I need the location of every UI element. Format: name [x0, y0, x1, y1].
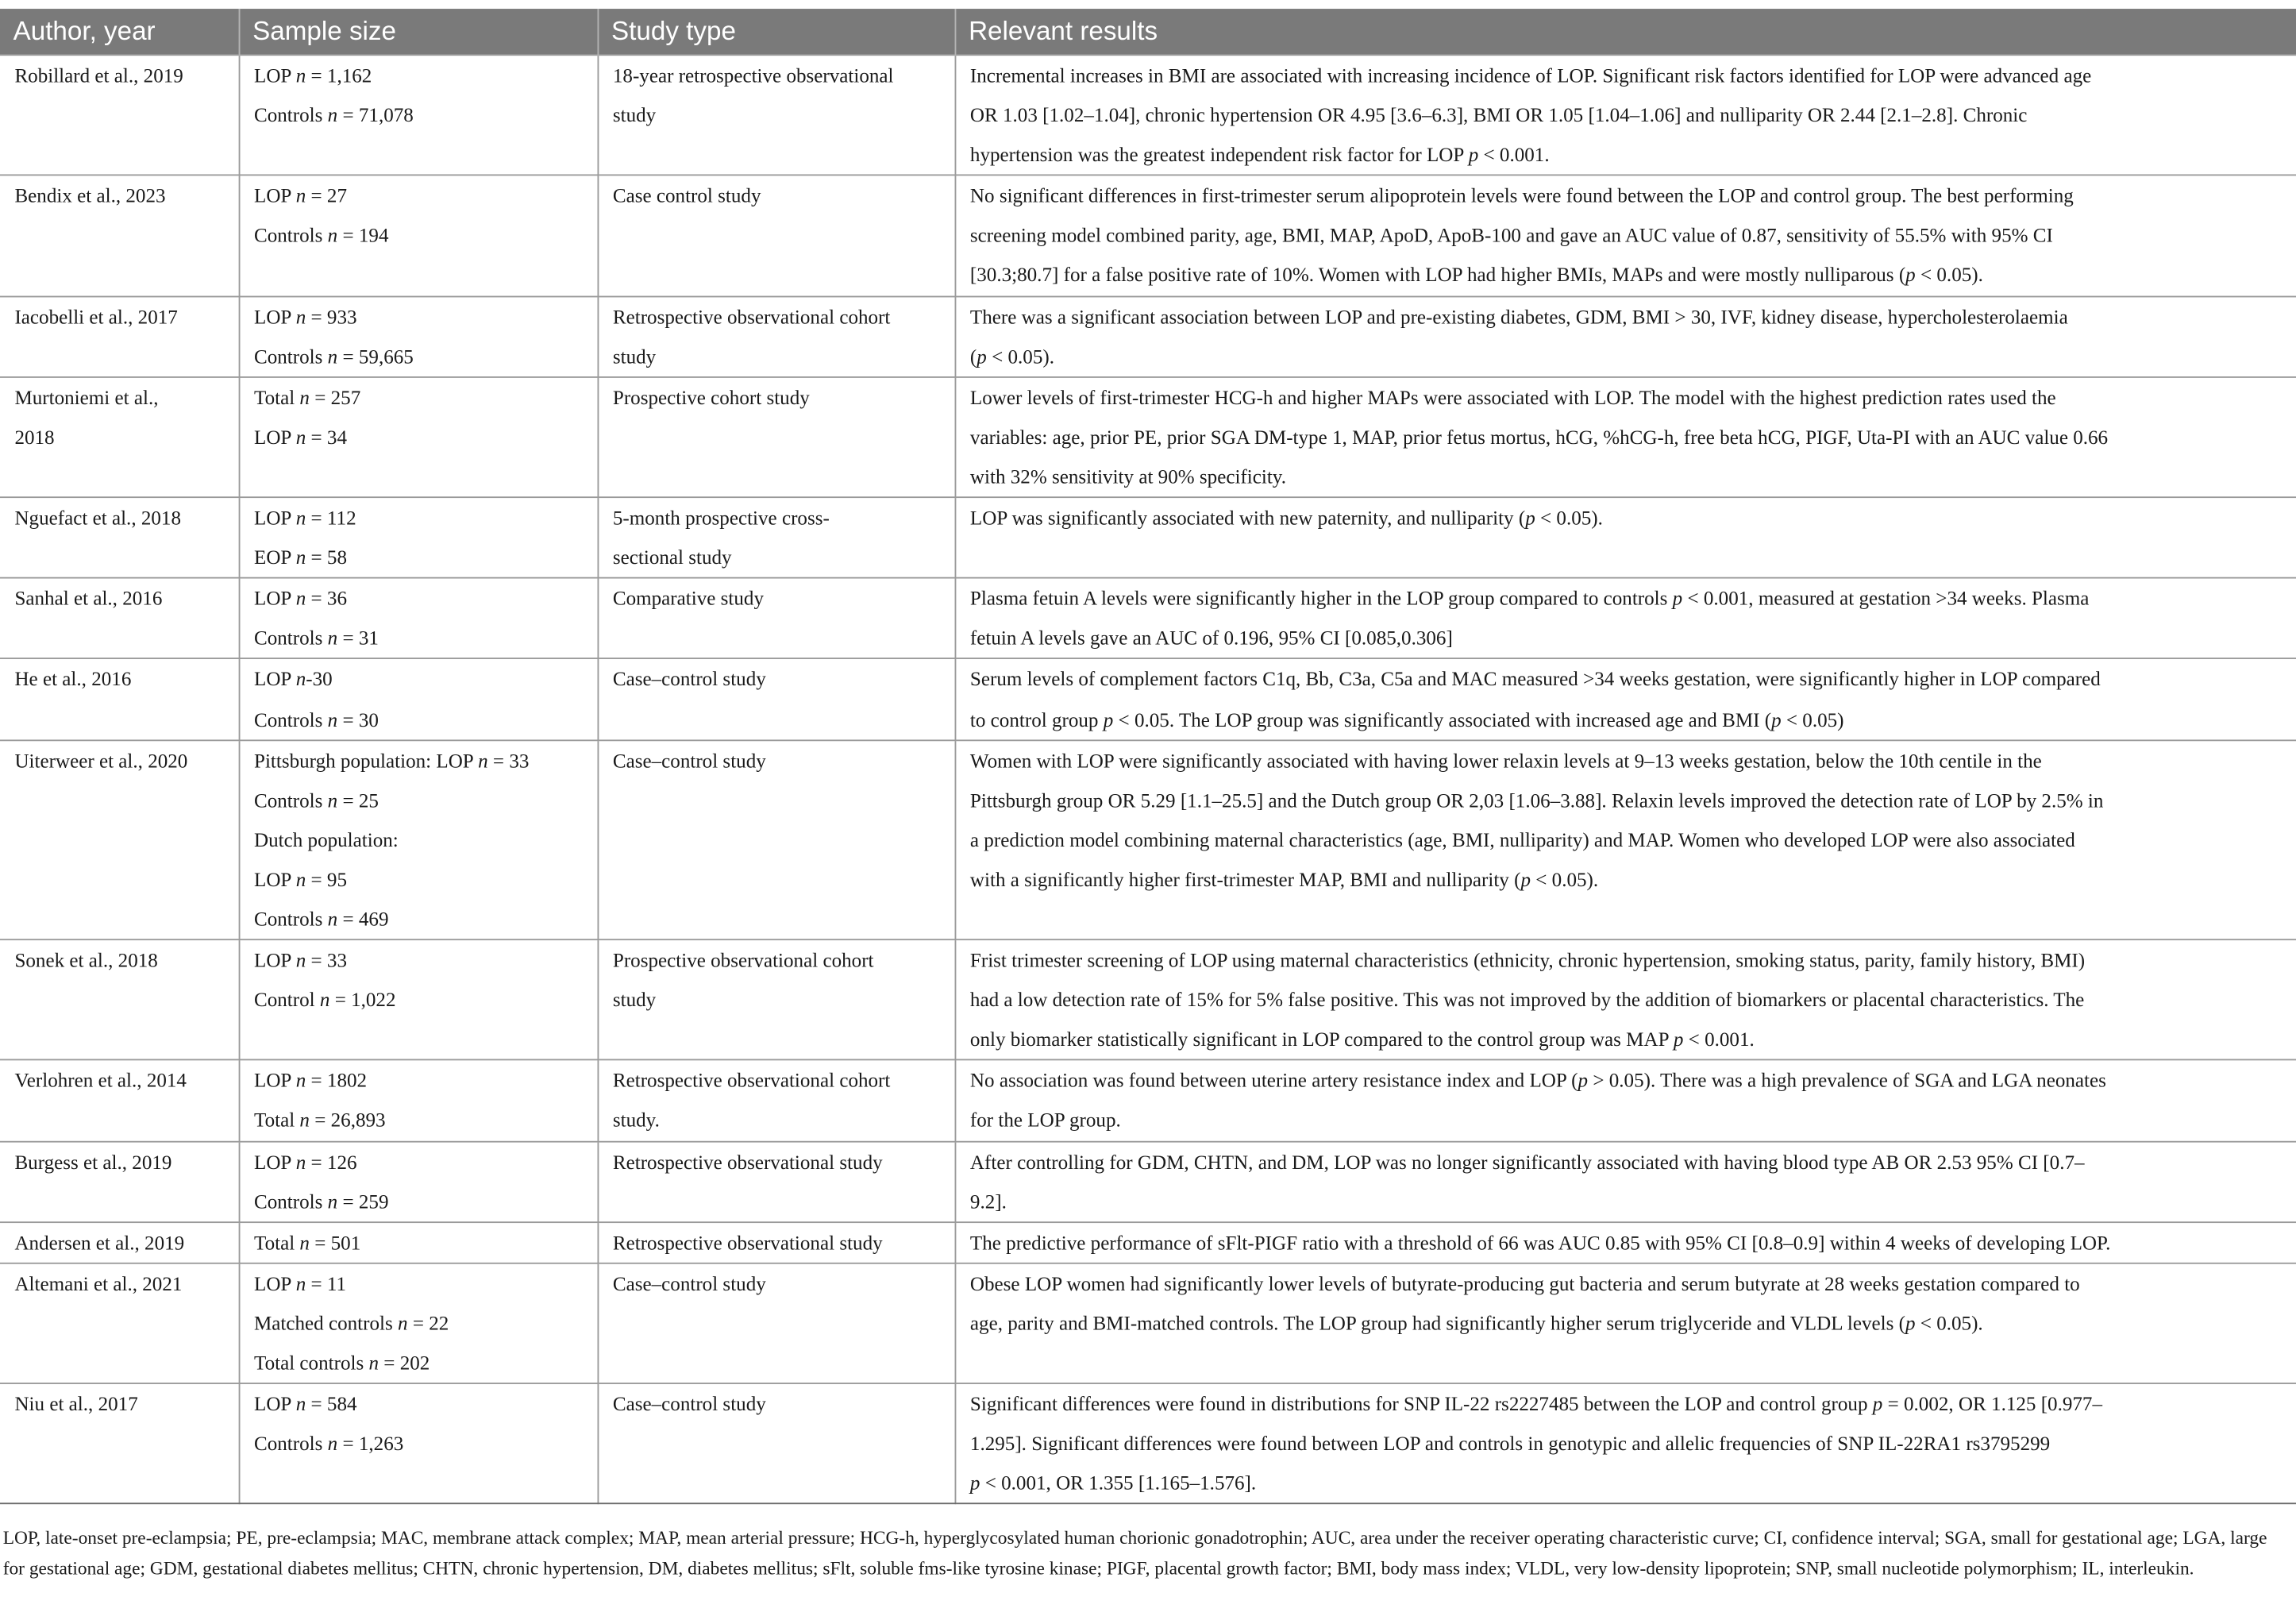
table-row: [0, 1222, 2296, 1263]
cell-line: Women with LOP were significantly associated with having lower relaxin levels at 9–13 weeks gestation, below the 10th centile in the: [969, 749, 2042, 772]
author-cell: [0, 1263, 239, 1383]
author-cell: [0, 296, 239, 377]
table-row: [0, 1141, 2296, 1222]
cell-line: Matched controls n = 22: [254, 1312, 449, 1335]
table-row: [0, 1060, 2296, 1141]
cell-line: [30.3;80.7] for a false positive rate of 10%. Women with LOP had higher BMIs, MAPs and were mostly nulliparous (p < 0.05).: [969, 264, 1983, 287]
sample-size-cell: [239, 740, 598, 940]
study-type-cell: [598, 740, 955, 940]
cell-line: Altemani et al., 2021: [14, 1272, 183, 1295]
author-cell: [0, 659, 239, 740]
table-row: [0, 55, 2296, 176]
study-type-cell: [598, 376, 955, 497]
cell-line: LOP n = 584: [254, 1393, 357, 1415]
cell-line: only biomarker statistically significant in LOP compared to the control group was MAP p < 0.001.: [969, 1028, 1755, 1051]
cell-line: Case control study: [612, 184, 761, 207]
cell-line: Verlohren et al., 2014: [14, 1070, 187, 1092]
cell-line: Retrospective observational cohort: [612, 305, 891, 328]
cell-line: Plasma fetuin A levels were significantly higher in the LOP group compared to controls p < 0.001, measured at gestation >34 weeks. Plasma: [969, 588, 2090, 610]
cell-line: age, parity and BMI-matched controls. The LOP group had significantly higher serum triglyceride and VLDL levels (p < 0.05).: [969, 1312, 1983, 1335]
cell-line: a prediction model combining maternal characteristics (age, BMI, nulliparity) and MAP. Women who developed LOP were also associated: [969, 828, 2075, 851]
cell-line: hypertension was the greatest independent risk factor for LOP p < 0.001.: [969, 144, 1550, 166]
cell-line: Case–control study: [612, 1393, 766, 1415]
cell-line: LOP n = 33: [254, 949, 348, 971]
cell-line: with 32% sensitivity at 90% specificity.: [969, 465, 1286, 488]
cell-line: Controls n = 31: [254, 627, 379, 650]
cell-line: variables: age, prior PE, prior SGA DM-type 1, MAP, prior fetus mortus, hCG, %hCG-h, free beta hCG, PIGF, Uta-PI with an AUC value 0.66: [969, 426, 2109, 449]
cell-line: LOP n = 34: [254, 426, 348, 449]
cell-line: Niu et al., 2017: [14, 1393, 138, 1415]
sample-size-cell: [239, 376, 598, 497]
cell-line: LOP n = 1802: [254, 1070, 368, 1092]
cell-line: Burgess et al., 2019: [14, 1150, 172, 1173]
results-cell: [955, 578, 2296, 659]
table-row: [0, 497, 2296, 578]
cell-line: There was a significant association between LOP and pre-existing diabetes, GDM, BMI > 30, IVF, kidney disease, hypercholesterolaemia: [969, 305, 2068, 328]
cell-line: After controlling for GDM, CHTN, and DM, LOP was no longer significantly associated with having blood type AB OR 2.53 95% CI [0.7–: [969, 1150, 2085, 1173]
table-row: [0, 176, 2296, 296]
cell-line: The predictive performance of sFlt-PIGF ratio with a threshold of 66 was AUC 0.85 with 95% CI [0.8–0.9] within 4 weeks of developing LOP.: [969, 1231, 2111, 1254]
study-type-cell: [598, 939, 955, 1060]
cell-line: Sonek et al., 2018: [14, 949, 158, 971]
study-type-cell: [598, 1263, 955, 1383]
cell-line: Total n = 501: [254, 1231, 361, 1254]
results-cell: [955, 1141, 2296, 1222]
author-cell: [0, 1222, 239, 1263]
header-study-type: Study type: [598, 9, 955, 55]
cell-line: 2018: [14, 426, 55, 449]
cell-line: Case–control study: [612, 749, 766, 772]
cell-line: LOP n = 11: [254, 1272, 347, 1295]
cell-line: for the LOP group.: [969, 1109, 1121, 1132]
cell-line: Controls n = 71,078: [254, 104, 414, 126]
sample-size-cell: [239, 1383, 598, 1504]
sample-size-cell: [239, 1263, 598, 1383]
study-type-cell: [598, 1222, 955, 1263]
cell-line: study.: [612, 1109, 660, 1132]
sample-size-cell: [239, 659, 598, 740]
cell-line: Total n = 26,893: [254, 1109, 386, 1132]
author-cell: [0, 939, 239, 1060]
cell-line: to control group p < 0.05. The LOP group was significantly associated with increased age and BMI (p < 0.05): [969, 708, 1844, 731]
cell-line: Nguefact et al., 2018: [14, 507, 182, 529]
cell-line: Control n = 1,022: [254, 989, 396, 1011]
cell-line: Controls n = 194: [254, 224, 389, 247]
cell-line: study: [612, 345, 657, 368]
results-cell: [955, 296, 2296, 377]
cell-line: Case–control study: [612, 668, 766, 691]
cell-line: No significant differences in first-trimester serum alipoprotein levels were found between the LOP and control group. The best performing: [969, 184, 2074, 207]
cell-line: Iacobelli et al., 2017: [14, 305, 178, 328]
header-relevant-results: Relevant results: [955, 9, 2296, 55]
author-cell: [0, 578, 239, 659]
cell-line: OR 1.03 [1.02–1.04], chronic hypertension OR 4.95 [3.6–6.3], BMI OR 1.05 [1.04–1.06] and nulliparity OR 2.44 [2.1–2.8]. Chronic: [969, 104, 2028, 126]
cell-line: Prospective observational cohort: [612, 949, 874, 971]
table-row: [0, 296, 2296, 377]
results-cell: [955, 1383, 2296, 1504]
author-cell: [0, 497, 239, 578]
cell-line: Incremental increases in BMI are associated with increasing incidence of LOP. Significant risk factors identified for LOP were advanced age: [969, 64, 2092, 87]
cell-line: Murtoniemi et al.,: [14, 386, 159, 409]
study-type-cell: [598, 497, 955, 578]
cell-line: Case–control study: [612, 1272, 766, 1295]
cell-line: Uiterweer et al., 2020: [14, 749, 188, 772]
cell-line: with a significantly higher first-trimester MAP, BMI and nulliparity (p < 0.05).: [969, 868, 1599, 891]
cell-line: LOP n = 95: [254, 868, 348, 891]
cell-line: Comparative study: [612, 588, 764, 610]
cell-line: Prospective cohort study: [612, 386, 810, 409]
study-type-cell: [598, 1060, 955, 1141]
sample-size-cell: [239, 1222, 598, 1263]
cell-line: Controls n = 30: [254, 708, 379, 731]
cell-line: No association was found between uterine artery resistance index and LOP (p > 0.05). There was a high prevalence of SGA and LGA neonates: [969, 1070, 2106, 1092]
cell-line: Retrospective observational cohort: [612, 1070, 891, 1092]
cell-line: LOP n = 126: [254, 1150, 357, 1173]
results-cell: [955, 659, 2296, 740]
cell-line: LOP n = 1,162: [254, 64, 372, 87]
author-cell: [0, 1383, 239, 1504]
cell-line: sectional study: [612, 546, 732, 569]
cell-line: Sanhal et al., 2016: [14, 588, 163, 610]
cell-line: study: [612, 104, 657, 126]
cell-line: LOP n = 36: [254, 588, 348, 610]
study-type-cell: [598, 659, 955, 740]
cell-line: Total n = 257: [254, 386, 361, 409]
cell-line: LOP n = 933: [254, 305, 357, 328]
cell-line: LOP n = 27: [254, 184, 348, 207]
results-cell: [955, 1263, 2296, 1383]
table-row: [0, 1263, 2296, 1383]
table-header: [0, 9, 2296, 55]
cell-line: Retrospective observational study: [612, 1150, 883, 1173]
cell-line: Controls n = 259: [254, 1190, 389, 1213]
cell-line: 9.2].: [969, 1190, 1007, 1213]
sample-size-cell: [239, 1060, 598, 1141]
header-sample-size: Sample size: [239, 9, 598, 55]
table-row: [0, 740, 2296, 940]
results-cell: [955, 939, 2296, 1060]
cell-line: Andersen et al., 2019: [14, 1231, 185, 1254]
cell-line: p < 0.001, OR 1.355 [1.165–1.576].: [969, 1472, 1257, 1495]
sample-size-cell: [239, 296, 598, 377]
results-cell: [955, 55, 2296, 176]
cell-line: He et al., 2016: [14, 668, 132, 691]
author-cell: [0, 1060, 239, 1141]
cell-line: had a low detection rate of 15% for 5% false positive. This was not improved by the addition of biomarkers or placental characteristics. The: [969, 989, 2085, 1011]
cell-line: Controls n = 469: [254, 908, 389, 931]
cell-line: 18-year retrospective observational: [612, 64, 894, 87]
results-cell: [955, 740, 2296, 940]
results-cell: [955, 1222, 2296, 1263]
cell-line: Dutch population:: [254, 828, 399, 851]
table-row: [0, 376, 2296, 497]
results-cell: [955, 1060, 2296, 1141]
literature-table: [0, 9, 2296, 1505]
table-row: [0, 659, 2296, 740]
study-type-cell: [598, 1383, 955, 1504]
cell-line: study: [612, 989, 657, 1011]
sample-size-cell: [239, 939, 598, 1060]
cell-line: EOP n = 58: [254, 546, 348, 569]
author-cell: [0, 55, 239, 176]
cell-line: LOP was significantly associated with new paternity, and nulliparity (p < 0.05).: [969, 507, 1603, 529]
study-type-cell: [598, 578, 955, 659]
table-row: [0, 1383, 2296, 1504]
cell-line: Robillard et al., 2019: [14, 64, 183, 87]
cell-line: Controls n = 59,665: [254, 345, 414, 368]
cell-line: Pittsburgh population: LOP n = 33: [254, 749, 530, 772]
cell-line: screening model combined parity, age, BMI, MAP, ApoD, ApoB-100 and gave an AUC value of 0.87, sensitivity of 55.5% with 95% CI: [969, 224, 2053, 247]
cell-line: Total controls n = 202: [254, 1352, 430, 1375]
cell-line: Significant differences were found in distributions for SNP IL-22 rs2227485 between the LOP and control group p = 0.002, OR 1.125 [0.977–: [969, 1393, 2103, 1415]
cell-line: Serum levels of complement factors C1q, Bb, C3a, C5a and MAC measured >34 weeks gestation, were significantly higher in LOP compared: [969, 668, 2101, 691]
cell-line: Controls n = 1,263: [254, 1433, 404, 1455]
cell-line: Retrospective observational study: [612, 1231, 883, 1254]
cell-line: Obese LOP women had significantly lower levels of butyrate-producing gut bacteria and serum butyrate at 28 weeks gestation compared to: [969, 1272, 2080, 1295]
table-row: [0, 939, 2296, 1060]
author-cell: [0, 376, 239, 497]
author-cell: [0, 176, 239, 296]
cell-line: fetuin A levels gave an AUC of 0.196, 95% CI [0.085,0.306]: [969, 627, 1453, 650]
header-row: [0, 9, 2296, 55]
table-body: [0, 55, 2296, 1504]
table-footnote: LOP, late-onset pre-eclampsia; PE, pre-eclampsia; MAC, membrane attack complex; MAP, mean arterial pressure; HCG-h, hyperglycosylated human chorionic gonadotrophin; AUC, area under the receiver operating characteristic curve; CI, confidence interval; SGA, small for gestational age; LGA, large for gestational age; GDM, gestational diabetes mellitus; CHTN, chronic hypertension, DM, diabetes mellitus; sFlt, soluble fms-like tyrosine kinase; PIGF, placental growth factor; BMI, body mass index; VLDL, very low-density lipoprotein; SNP, small nucleotide polymorphism; IL, interleukin.: [2, 1527, 2267, 1580]
sample-size-cell: [239, 176, 598, 296]
sample-size-cell: [239, 1141, 598, 1222]
study-type-cell: [598, 1141, 955, 1222]
cell-line: LOP n-30: [254, 668, 333, 691]
results-cell: [955, 497, 2296, 578]
cell-line: Controls n = 25: [254, 789, 379, 812]
cell-line: Lower levels of first-trimester HCG-h and higher MAPs were associated with LOP. The model with the highest prediction rates used the: [969, 386, 2056, 409]
cell-line: 5-month prospective cross-: [612, 507, 830, 529]
results-cell: [955, 176, 2296, 296]
study-type-cell: [598, 296, 955, 377]
results-cell: [955, 376, 2296, 497]
table-row: [0, 578, 2296, 659]
study-type-cell: [598, 55, 955, 176]
cell-line: Pittsburgh group OR 5.29 [1.1–25.5] and the Dutch group OR 2,03 [1.06–3.88]. Relaxin levels improved the detection rate of LOP by 2.5% in: [969, 789, 2104, 812]
author-cell: [0, 1141, 239, 1222]
study-type-cell: [598, 176, 955, 296]
sample-size-cell: [239, 497, 598, 578]
cell-line: 1.295]. Significant differences were found between LOP and controls in genotypic and allelic frequencies of SNP IL-22RA1 rs3795299: [969, 1433, 2051, 1455]
cell-line: (p < 0.05).: [969, 345, 1054, 368]
cell-line: Frist trimester screening of LOP using maternal characteristics (ethnicity, chronic hypertension, smoking status, parity, family history, BMI): [969, 949, 2086, 971]
sample-size-cell: [239, 55, 598, 176]
header-author: Author, year: [0, 9, 239, 55]
author-cell: [0, 740, 239, 940]
sample-size-cell: [239, 578, 598, 659]
cell-line: Bendix et al., 2023: [14, 184, 166, 207]
cell-line: LOP n = 112: [254, 507, 356, 529]
